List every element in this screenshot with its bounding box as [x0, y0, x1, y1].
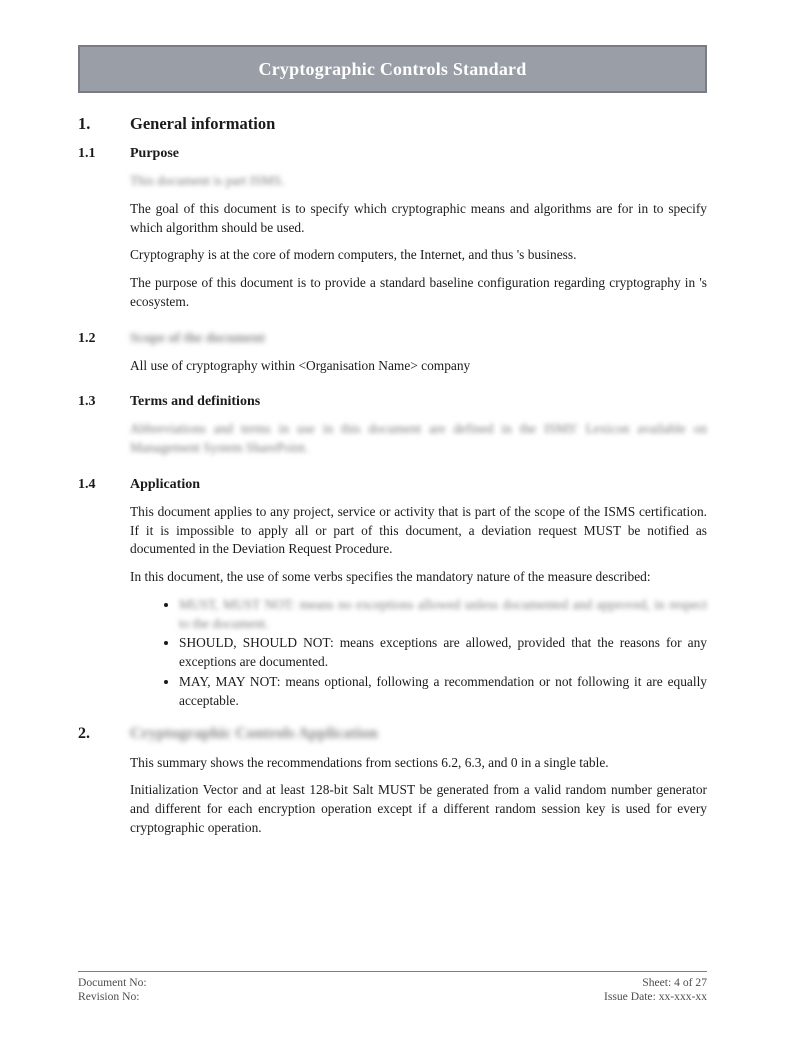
heading-number: 1.1: [78, 146, 96, 161]
redacted-heading-text: Cryptographic Controls Application: [130, 724, 378, 742]
purpose-paragraph-1: The goal of this document is to specify which cryptographic means and algorithms are for in to specify which algorithm should be used.: [130, 200, 707, 235]
heading-scope: [78, 331, 707, 347]
redacted-text: MUST, MUST NOT: means no exceptions allowed unless documented and approved, in respect to the document.: [179, 596, 707, 631]
footer-left: [78, 976, 147, 1004]
heading-number: 1.: [78, 114, 91, 133]
summary-paragraph-2: Initialization Vector and at least 128-bit Salt MUST be generated from a valid random number generator and different for each encryption operation except if a different random session key is used for every cryptographic operation.: [130, 782, 707, 835]
footer-right: [604, 976, 707, 1004]
purpose-paragraph-2: Cryptography is at the core of modern computers, the Internet, and thus 's business.: [130, 247, 577, 263]
summary-paragraph-1: This summary shows the recommendations from sections 6.2, 6.3, and 0 in a single table.: [130, 754, 609, 770]
heading-number: 1.2: [78, 330, 96, 346]
footer-sheet: Sheet: 4 of 27: [642, 976, 707, 989]
heading-general-information: [78, 114, 707, 134]
heading-text: Terms and definitions: [130, 394, 261, 410]
application-paragraph-1: This document applies to any project, service or activity that is part of the scope of the ISMS certification. If it is impossible to apply all or part of this document, a deviation request MUST be notified as documented in the Deviation Request Procedure.: [130, 503, 707, 557]
footer-document-no: Document No:: [78, 976, 147, 989]
heading-number: 1.4: [78, 476, 96, 492]
heading-terms-definitions: [78, 394, 707, 410]
list-item-should: • SHOULD, SHOULD NOT: means exceptions are allowed, provided that the reasons for any exceptions are documented.: [179, 634, 707, 672]
document-body: [78, 110, 707, 847]
redacted-text: This document is part ISMS.: [130, 173, 285, 188]
redacted-heading-text: Scope of the document: [130, 330, 265, 346]
terms-paragraph-redacted: [130, 420, 707, 458]
heading-text: Application: [130, 476, 201, 492]
purpose-paragraph-redacted: [130, 172, 707, 191]
scope-paragraph-1: All use of cryptography within <Organisation Name> company: [130, 357, 471, 373]
heading-purpose: [78, 146, 707, 162]
heading-crypto-controls-application: [78, 725, 707, 743]
heading-application: [78, 477, 707, 493]
application-paragraph-2: In this document, the use of some verbs specifies the mandatory nature of the measure described:: [130, 569, 651, 585]
verb-definitions-list: [78, 596, 707, 711]
purpose-paragraph-3: The purpose of this document is to provide a standard baseline configuration regarding cryptography in 's ecosystem.: [130, 275, 707, 309]
document-title: Cryptographic Controls Standard: [258, 58, 527, 79]
footer-revision-no: Revision No:: [78, 990, 140, 1004]
list-item-must: [179, 596, 707, 634]
list-item-may: • MAY, MAY NOT: means optional, following a recommendation or not following it are equally acceptable.: [179, 673, 707, 711]
footer-issue-date: Issue Date: xx-xxx-xx: [603, 990, 707, 1004]
heading-number: 2.: [78, 724, 90, 742]
document-title-banner: [78, 45, 707, 93]
redacted-text: Abbreviations and terms in use in this document are defined in the ISMS' Lexicon available on Management System SharePoint.: [130, 421, 707, 456]
heading-number: 1.3: [78, 394, 96, 410]
page-footer: [78, 971, 707, 1004]
heading-text: Purpose: [130, 146, 179, 161]
heading-text: General information: [130, 114, 276, 133]
